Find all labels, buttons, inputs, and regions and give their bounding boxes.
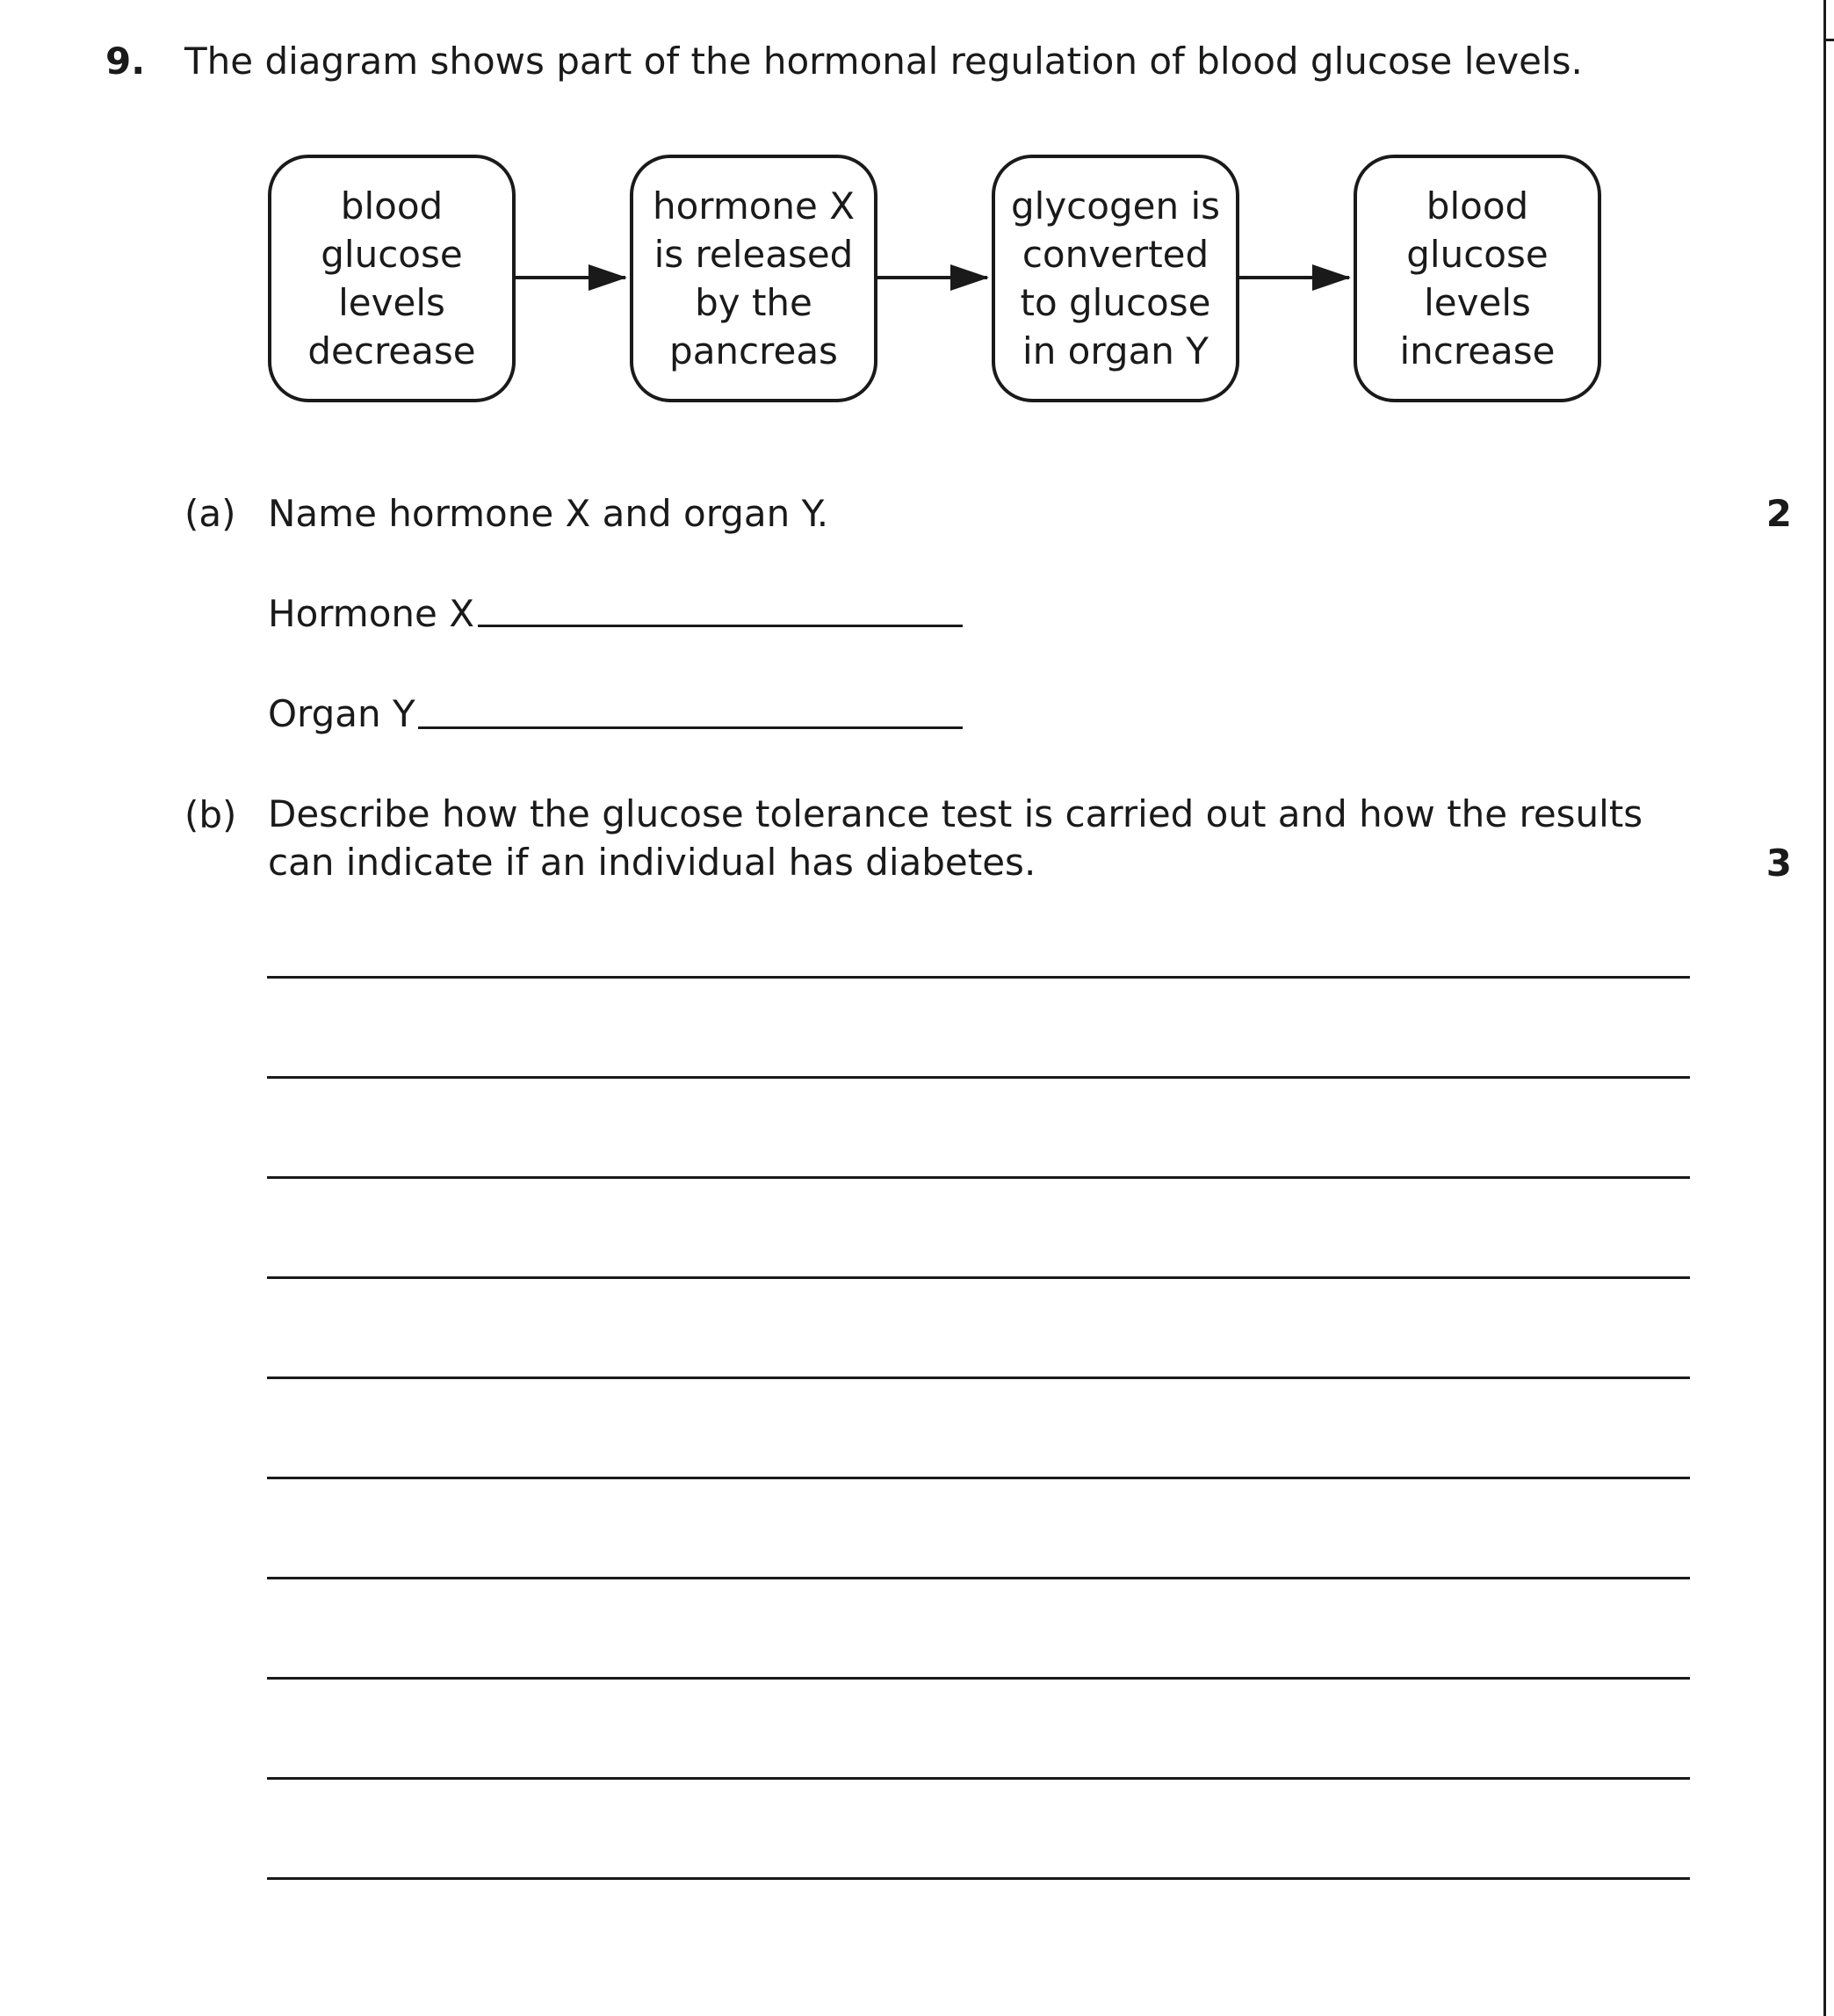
- flow-box-1: [268, 155, 516, 402]
- part-b-answer-line[interactable]: [267, 976, 1690, 979]
- organ-y-answer-line[interactable]: [418, 726, 963, 729]
- part-a-question: Name hormone X and organ Y.: [268, 492, 829, 535]
- flow-box-4: [1354, 155, 1601, 402]
- flow-box-3-text: glycogen is converted to glucose in organ Y: [1011, 184, 1220, 372]
- part-b-answer-line[interactable]: [267, 1176, 1690, 1179]
- flow-arrow-1: [516, 276, 625, 279]
- question-number: 9.: [105, 40, 146, 83]
- part-b-answer-line[interactable]: [267, 1276, 1690, 1279]
- page-margin-rule: [1823, 0, 1826, 2016]
- flow-box-1-text: blood glucose levels decrease: [307, 184, 476, 372]
- flow-box-4-text: blood glucose levels increase: [1399, 184, 1556, 372]
- part-b-question: Describe how the glucose tolerance test is carried out and how the results can indicate if an individual has diabetes.: [268, 792, 1643, 884]
- part-b-answer-line[interactable]: [267, 1877, 1690, 1880]
- part-b-answer-line[interactable]: [267, 1076, 1690, 1079]
- part-b-label: (b): [184, 793, 237, 836]
- part-b-answer-line[interactable]: [267, 1577, 1690, 1579]
- flow-arrow-2: [877, 276, 987, 279]
- part-b-marks: 3: [1765, 842, 1792, 885]
- part-b-answer-line[interactable]: [267, 1677, 1690, 1680]
- part-b-answer-line[interactable]: [267, 1477, 1690, 1479]
- question-stem: The diagram shows part of the hormonal regulation of blood glucose levels.: [184, 40, 1583, 83]
- hormone-x-label: Hormone X: [268, 592, 474, 635]
- flow-box-2: [630, 155, 877, 402]
- flow-arrow-3: [1239, 276, 1349, 279]
- organ-y-label: Organ Y: [268, 692, 415, 735]
- page-corner-tick: [1823, 39, 1834, 41]
- part-a-marks: 2: [1765, 492, 1792, 535]
- part-b-answer-line[interactable]: [267, 1777, 1690, 1780]
- flow-diagram: [264, 151, 1616, 415]
- part-a-label: (a): [184, 492, 236, 535]
- part-b-answer-line[interactable]: [267, 1377, 1690, 1379]
- hormone-x-answer-line[interactable]: [478, 625, 963, 627]
- flow-box-2-text: hormone X is released by the pancreas: [652, 184, 856, 372]
- flow-box-3: [992, 155, 1239, 402]
